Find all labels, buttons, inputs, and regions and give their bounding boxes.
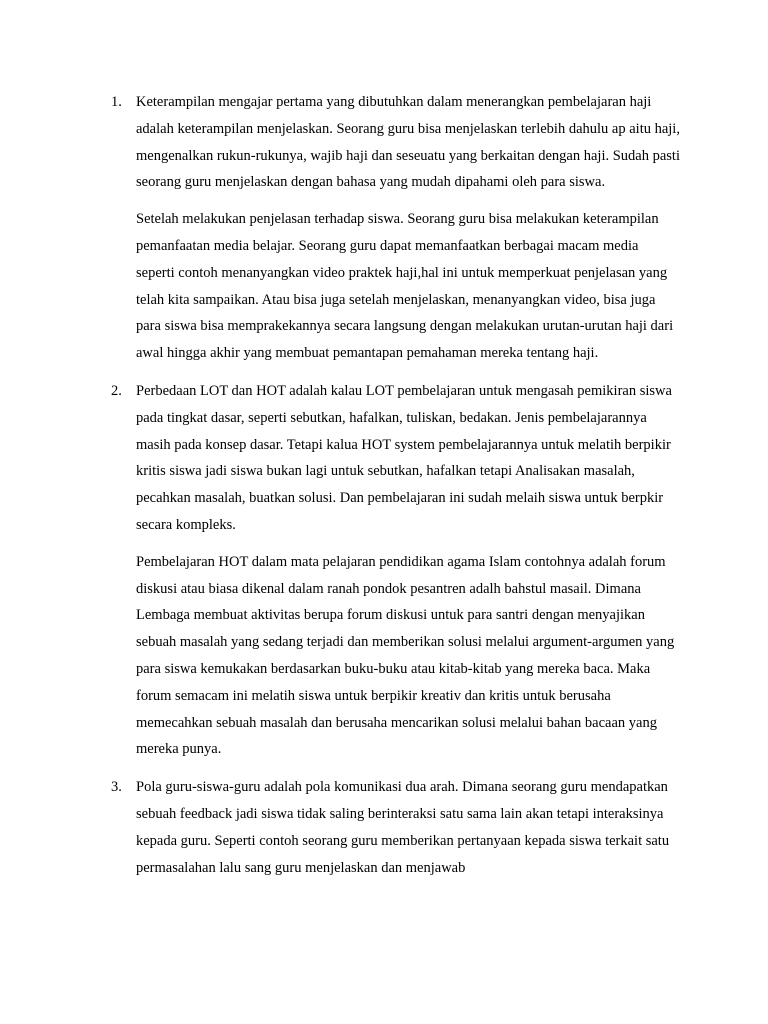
paragraph: Perbedaan LOT dan HOT adalah kalau LOT pembelajaran untuk mengasah pemikiran siswa pada tingkat dasar, seperti sebutkan, hafalkan, tuliskan, bedakan. Jenis pembelajarannya masih pada konsep dasar. Tetapi kalua HOT system pembelajarannya untuk melatih berpikir kritis siswa jadi siswa bukan lagi untuk sebutkan, hafalkan tetapi Analisakan masalah, pecahkan masalah, buatkan solusi. Dan pembelajaran ini sudah melaih siswa untuk berpkir secara kompleks. <box>136 382 672 533</box>
list-item <box>108 774 680 881</box>
paragraph: Pola guru-siswa-guru adalah pola komunikasi dua arah. Dimana seorang guru mendapatkan sebuah feedback jadi siswa tidak saling berinteraksi satu sama lain akan tetapi interaksinya kepada guru. Seperti contoh seorang guru memberikan pertanyaan kepada siswa terkait satu permasalahan lalu sang guru menjelaskan dan menjawab <box>136 779 670 876</box>
numbered-list <box>108 89 680 892</box>
list-number: 3. <box>111 779 122 796</box>
list-number: 2. <box>111 382 122 399</box>
paragraph: Pembelajaran HOT dalam mata pelajaran pendidikan agama Islam contohnya adalah forum diskusi atau biasa dikenal dalam ranah pondok pesantren adalh bahstul masail. Dimana Lembaga membuat aktivitas berupa forum diskusi untuk para santri dengan menyajikan sebuah masalah yang sedang terjadi dan memberikan solusi melalui argument-argumen yang para siswa kemukakan berdasarkan buku-buku atau kitab-kitab yang mereka baca. Maka forum semacam ini melatih siswa untuk berpikir kreativ dan kritis untuk berusaha memecahkan sebuah masalah dan berusaha mencarikan solusi melalui bahan bacaan yang mereka punya. <box>136 553 675 758</box>
paragraph: Setelah melakukan penjelasan terhadap siswa. Seorang guru bisa melakukan keterampilan pemanfaatan media belajar. Seorang guru dapat memanfaatkan berbagai macam media seperti contoh menanyangkan video praktek haji,hal ini untuk memperkuat penjelasan yang telah kita sampaikan. Atau bisa juga setelah menjelaskan, menanyangkan video, bisa juga para siswa bisa memprakekannya secara langsung dengan melakukan urutan-urutan haji dari awal hingga akhir yang membuat pemantapan pemahaman mereka tentang haji. <box>136 211 674 362</box>
list-item <box>108 89 680 367</box>
list-item <box>108 378 680 763</box>
paragraph: Keterampilan mengajar pertama yang dibutuhkan dalam menerangkan pembelajaran haji adalah keterampilan menjelaskan. Seorang guru bisa menjelaskan terlebih dahulu ap aitu haji, mengenalkan rukun-rukunya, wajib haji dan seseuatu yang berkaitan dengan haji. Sudah pasti seorang guru menjelaskan dengan bahasa yang mudah dipahami oleh para siswa. <box>136 94 680 191</box>
list-number: 1. <box>111 94 122 110</box>
